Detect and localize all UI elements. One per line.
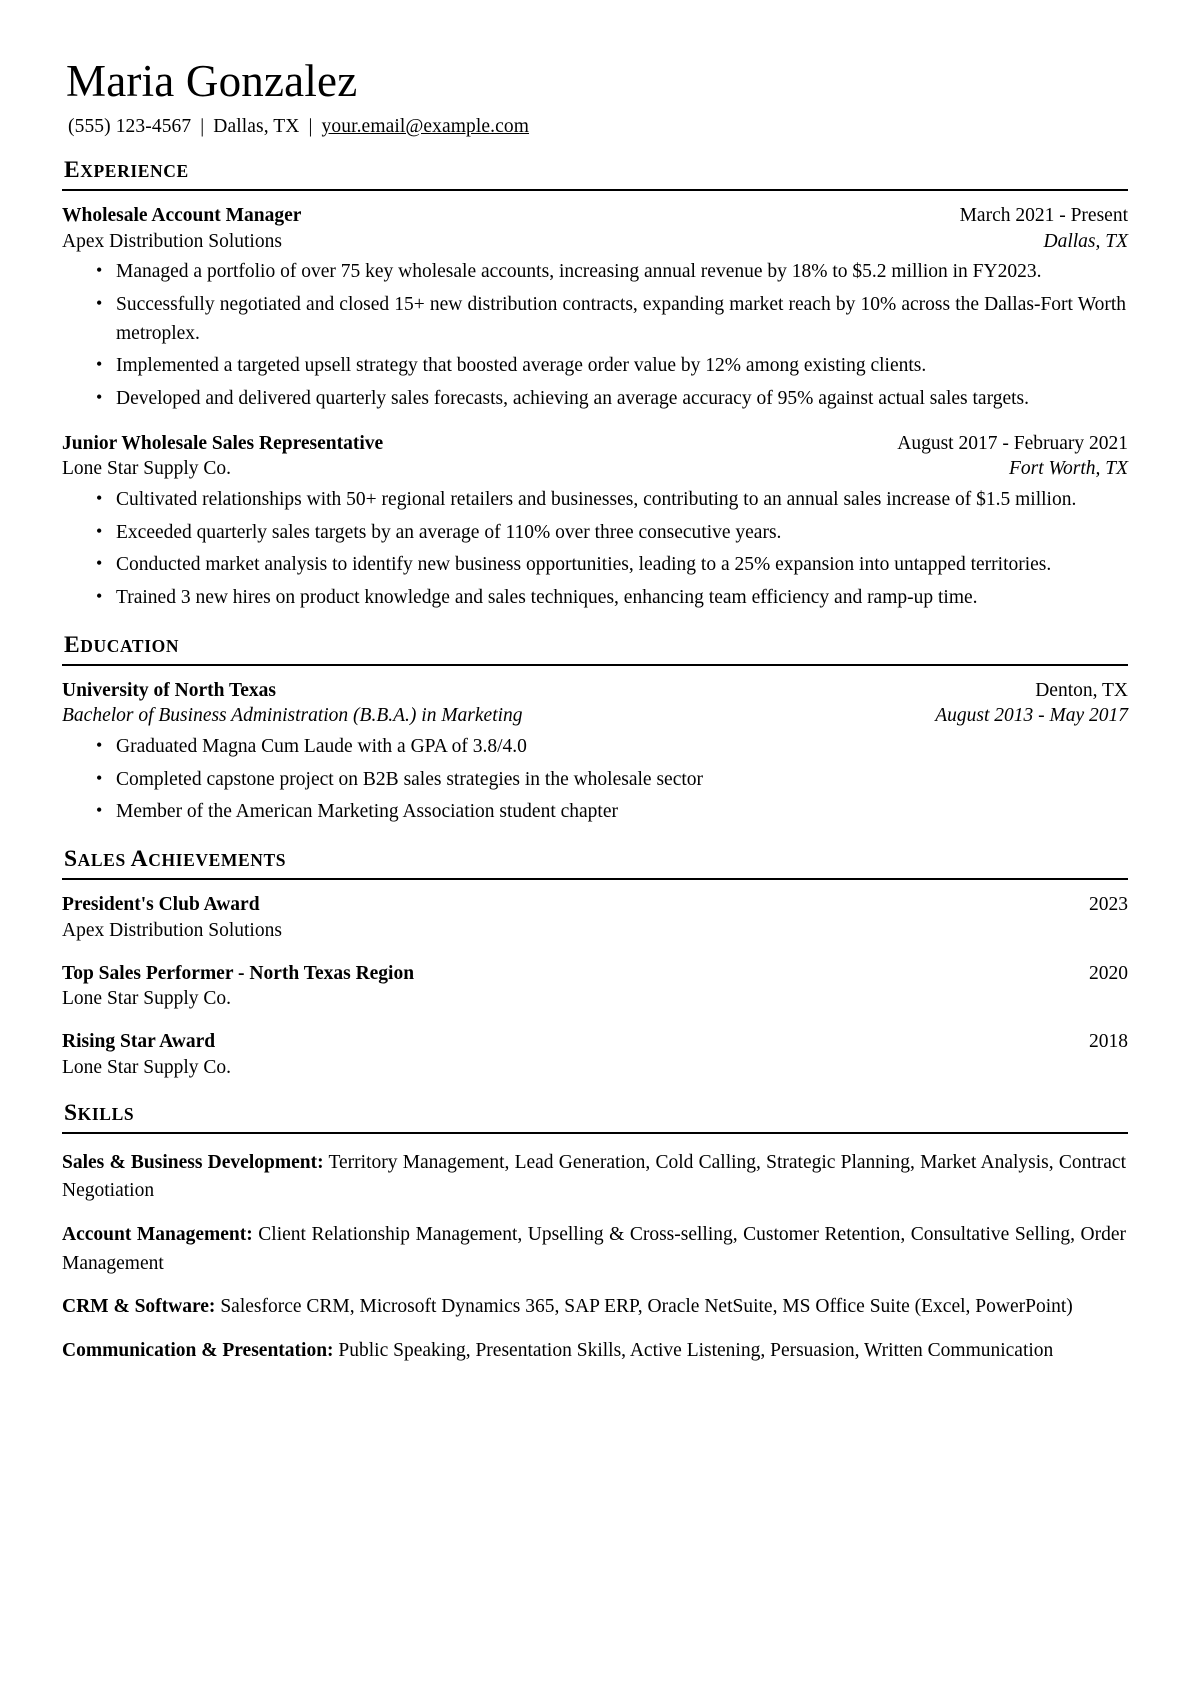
degree-dates: August 2013 - May 2017 [935,705,1128,727]
skill-category-label: Sales & Business Development: [62,1151,324,1173]
entry-title-row [62,678,1128,704]
job-bullet: • Managed a portfolio of over 75 key wholesale accounts, increasing annual revenue by 18% to $5.2 million in FY2023. [96,258,1128,287]
degree-name: Bachelor of Business Administration (B.B.A.) in Marketing [62,705,523,727]
entry-title-row [62,1029,1128,1055]
employer-name: Apex Distribution Solutions [62,230,282,252]
skill-category-items: Client Relationship Management, Upselling & Cross-selling, Customer Retention, Consultative Selling, Order Management [62,1223,1126,1274]
award-year: 2018 [1089,1031,1128,1053]
employer-name: Lone Star Supply Co. [62,458,231,480]
skill-category-items: Public Speaking, Presentation Skills, Active Listening, Persuasion, Written Communication [338,1339,1054,1361]
skill-category [62,1221,1128,1278]
education-bullet-list [62,733,1128,827]
candidate-name: Maria Gonzalez [66,56,358,106]
achievement-entry [62,1029,1128,1080]
skill-category-items: Territory Management, Lead Generation, Cold Calling, Strategic Planning, Market Analysis, Contract Negotiation [62,1151,1127,1202]
skill-category-items: Salesforce CRM, Microsoft Dynamics 365, SAP ERP, Oracle NetSuite, MS Office Suite (Excel, PowerPoint) [220,1296,1073,1318]
skill-category-label: Communication & Presentation: [62,1339,334,1361]
entry-org-row [62,229,1128,255]
award-name: Top Sales Performer - North Texas Region [62,962,415,984]
skill-category-label: CRM & Software: [62,1296,216,1318]
job-location: Dallas, TX [1043,230,1128,252]
award-organization: Lone Star Supply Co. [62,988,231,1010]
experience-entry [62,203,1128,414]
education-bullet: • Member of the American Marketing Association student chapter [96,798,1128,827]
section-heading-education: EDUCATION [64,631,180,658]
entry-org-row [62,456,1128,482]
job-bullet: • Implemented a targeted upsell strategy that boosted average order value by 12% among existing clients. [96,352,1128,381]
skill-category-label: Account Management: [62,1223,253,1245]
achievement-entry [62,961,1128,1012]
section-rule [62,189,1128,191]
award-year: 2020 [1089,962,1128,984]
resume-header [62,58,1128,138]
section-heading-experience: EXPERIENCE [64,156,189,183]
entry-org-row [62,918,1128,944]
skill-category [62,1293,1128,1322]
job-bullet: • Trained 3 new hires on product knowledge and sales techniques, enhancing team efficiency and ramp-up time. [96,584,1128,613]
job-bullet-list [62,486,1128,613]
location-text: Dallas, TX [213,115,300,137]
experience-entry [62,431,1128,613]
entry-title-row [62,203,1128,229]
section-rule [62,664,1128,666]
job-bullet: • Successfully negotiated and closed 15+ new distribution contracts, expanding market reach by 10% across the Dallas-Fort Worth metroplex. [96,291,1128,348]
school-name: University of North Texas [62,679,276,701]
entry-org-row [62,1055,1128,1081]
job-dates: August 2017 - February 2021 [897,432,1128,454]
school-location: Denton, TX [1035,679,1128,701]
entry-title-row [62,961,1128,987]
entry-degree-row [62,703,1128,729]
award-year: 2023 [1089,894,1128,916]
job-bullet: • Developed and delivered quarterly sales forecasts, achieving an average accuracy of 95% against actual sales targets. [96,385,1128,414]
education-bullet: • Graduated Magna Cum Laude with a GPA of 3.8/4.0 [96,733,1128,762]
contact-separator: | [200,115,205,137]
phone-number: (555) 123-4567 [68,115,192,137]
entry-title-row [62,431,1128,457]
section-rule [62,878,1128,880]
entry-title-row [62,892,1128,918]
education-bullet: • Completed capstone project on B2B sales strategies in the wholesale sector [96,766,1128,795]
section-experience [62,157,1128,613]
job-title: Wholesale Account Manager [62,204,302,226]
section-education [62,632,1128,827]
skill-category [62,1337,1128,1366]
education-entry [62,678,1128,827]
job-bullet: • Exceeded quarterly sales targets by an average of 110% over three consecutive years. [96,519,1128,548]
award-organization: Lone Star Supply Co. [62,1056,231,1078]
job-title: Junior Wholesale Sales Representative [62,432,384,454]
award-name: Rising Star Award [62,1031,216,1053]
entry-org-row [62,986,1128,1012]
section-heading-skills: SKILLS [64,1099,135,1126]
section-skills [62,1100,1128,1366]
contact-line [68,116,1128,138]
skill-category [62,1149,1128,1206]
section-achievements [62,846,1128,1080]
award-organization: Apex Distribution Solutions [62,919,282,941]
award-name: President's Club Award [62,894,260,916]
job-bullet: • Cultivated relationships with 50+ regional retailers and businesses, contributing to an annual sales increase of $1.5 million. [96,486,1128,515]
section-heading-achievements: SALES ACHIEVEMENTS [64,846,287,873]
achievement-entry [62,892,1128,943]
job-dates: March 2021 - Present [959,204,1128,226]
email-link[interactable]: your.email@example.com [321,115,530,137]
job-bullet: • Conducted market analysis to identify new business opportunities, leading to a 25% expansion into untapped territories. [96,551,1128,580]
job-location: Fort Worth, TX [1008,458,1128,480]
contact-separator: | [308,115,313,137]
job-bullet-list [62,258,1128,413]
section-rule [62,1132,1128,1134]
